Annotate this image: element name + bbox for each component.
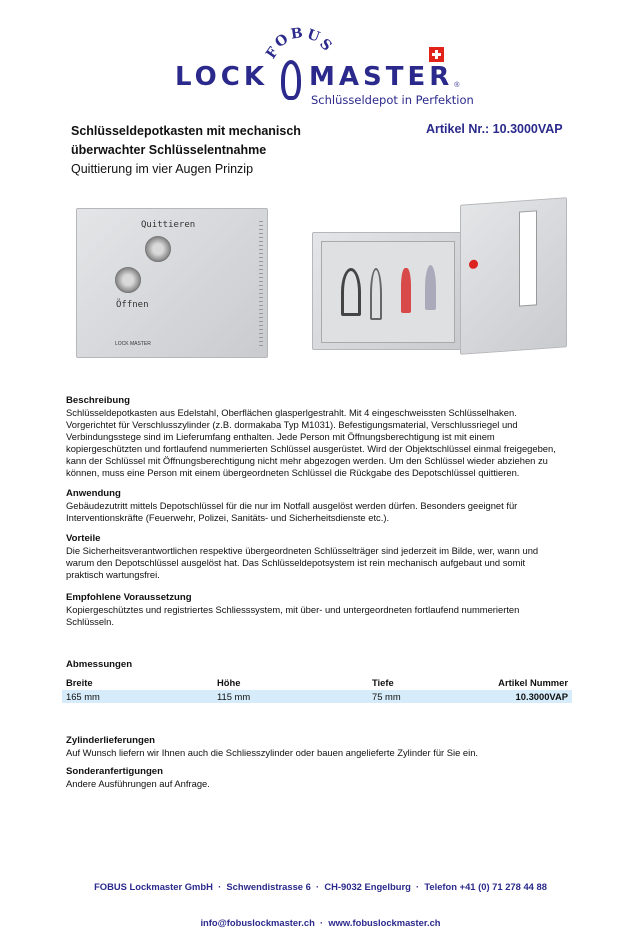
section-sonder bbox=[66, 766, 210, 790]
dimensions-table bbox=[62, 675, 572, 703]
dimensions-title: Abmessungen bbox=[66, 659, 133, 670]
dimensions-title-wrap bbox=[66, 659, 132, 671]
section-zylinder bbox=[66, 735, 478, 759]
col-breite: Breite bbox=[66, 677, 93, 688]
title-block bbox=[71, 122, 301, 179]
text-line: können, muss eine Person mit einem übergeordneten Schlüssel die Rückgabe des Depotschlüssel quittieren. bbox=[66, 467, 520, 478]
section-title: Sonderanfertigungen bbox=[66, 766, 164, 777]
logo-tagline: Schlüsseldepot in Perfektion bbox=[311, 93, 474, 107]
text-line: Schlüsseldepotkasten aus Edelstahl, Oberflächen glasperlgestrahlt. Mit 4 eingeschweissten Schlüsselhaken. bbox=[66, 407, 517, 418]
key-icon bbox=[341, 268, 361, 316]
logo-arc-letter: U bbox=[304, 26, 322, 46]
logo-arc-letter: S bbox=[316, 35, 335, 55]
text-line: warum den Depotschlüssel ausgelöst hat. Das Schlüsseldepotsystem ist rein mechanisch aufgebaut und somit bbox=[66, 557, 526, 568]
lock-cylinder-icon bbox=[115, 267, 141, 293]
label-quittieren: Quittieren bbox=[141, 220, 196, 230]
text-line: praktisch wartungsfrei. bbox=[66, 569, 160, 580]
section-vorteile bbox=[66, 533, 538, 581]
text-line: kopiergeschützten und fortlaufend nummerierten Schlüssel ausgerüstet. Wird der Objektschlüssel einmal freigegeben, bbox=[66, 443, 556, 454]
logo bbox=[175, 25, 475, 110]
text-line: Verbindungsstege sind im Lieferumfang enthalten. Jede Person mit Öffnungsberechtigung ist mit einem bbox=[66, 431, 495, 442]
logo-master-row bbox=[309, 64, 459, 90]
text-line: Auf Wunsch liefern wir Ihnen auch die Schliesszylinder oder bauen angelieferte Zylinder für Sie ein. bbox=[66, 747, 479, 758]
section-title: Beschreibung bbox=[66, 395, 130, 406]
logo-master: MASTER bbox=[309, 62, 454, 92]
text-line: Andere Ausführungen auf Anfrage. bbox=[66, 778, 210, 789]
logo-lock: LOCK bbox=[175, 62, 268, 92]
footer-address: FOBUS Lockmaster GmbH · Schwendistrasse 6 · CH-9032 Engelburg · Telefon +41 (0) 71 278 44 88 bbox=[94, 881, 547, 892]
key-icon bbox=[401, 268, 411, 313]
gecko-icon bbox=[281, 60, 301, 100]
label-oeffnen: Öffnen bbox=[116, 300, 149, 310]
product-image-open bbox=[312, 232, 462, 350]
cell-hoehe: 115 mm bbox=[217, 691, 251, 702]
product-image-closed bbox=[76, 208, 268, 358]
col-artikel: Artikel Nummer bbox=[498, 677, 568, 688]
section-voraussetzung bbox=[66, 592, 519, 628]
text-line: Gebäudezutritt mittels Depotschlüssel für die nur im Notfall ausgelöst werden dürfen. Besonders geeignet für bbox=[66, 500, 518, 511]
text-line: Interventionskräfte (Feuerwehr, Polizei, Sanitäts- und Sicherheitsdienste etc.). bbox=[66, 512, 390, 523]
logo-arc-letter: B bbox=[289, 25, 304, 43]
text-line: Die Sicherheitsverantwortlichen respektive übergeordneten Schlüsselträger sind jederzeit im Bilde, wer, wann und bbox=[66, 545, 539, 556]
section-title: Zylinderlieferungen bbox=[66, 735, 156, 746]
logo-arc-letter: O bbox=[272, 31, 292, 52]
text-line: Schlüsseln. bbox=[66, 616, 114, 627]
section-title: Anwendung bbox=[66, 488, 121, 499]
cell-artikel: 10.3000VAP bbox=[515, 691, 568, 702]
section-anwendung bbox=[66, 488, 517, 524]
open-door bbox=[460, 197, 567, 354]
page-subtitle: Quittierung im vier Augen Prinzip bbox=[71, 162, 254, 176]
col-tiefe: Tiefe bbox=[372, 677, 394, 688]
text-line: Vorgerichtet für Verschlusszylinder (z.B. dormakaba Typ M1031). Befestigungsmaterial, Verschlussriegel und bbox=[66, 419, 518, 430]
page-title-line2: überwachter Schlüsselentnahme bbox=[71, 143, 267, 157]
swiss-flag-icon bbox=[429, 47, 444, 62]
table-row bbox=[62, 690, 572, 703]
page-title-line1: Schlüsseldepotkasten mit mechanisch bbox=[71, 124, 301, 138]
section-title: Vorteile bbox=[66, 533, 101, 544]
footer bbox=[3, 857, 635, 941]
key-icon bbox=[370, 268, 382, 320]
registered-mark: ® bbox=[454, 82, 460, 89]
col-hoehe: Höhe bbox=[217, 677, 241, 688]
logo-arc-letter: F bbox=[263, 44, 282, 62]
box-brand-mark: LOCK MASTER bbox=[115, 341, 151, 347]
text-line: kann der Schlüssel mit Öffnungsberechtigung nicht mehr abgezogen werden. Um den Schlüssel wieder abziehen zu bbox=[66, 455, 548, 466]
table-header-row bbox=[62, 675, 572, 690]
footer-contact: info@fobuslockmaster.ch · www.fobuslockmaster.ch bbox=[200, 917, 441, 928]
article-number: Artikel Nr.: 10.3000VAP bbox=[426, 122, 563, 136]
cell-breite: 165 mm bbox=[66, 691, 100, 702]
cell-tiefe: 75 mm bbox=[372, 691, 401, 702]
section-title: Empfohlene Voraussetzung bbox=[66, 592, 192, 603]
key-icon bbox=[425, 265, 436, 310]
logo-fobus-arc bbox=[175, 25, 465, 63]
lock-cylinder-icon bbox=[145, 236, 171, 262]
section-beschreibung bbox=[66, 395, 556, 479]
text-line: Kopiergeschütztes und registriertes Schliesssystem, mit über- und untergeordneten fortlaufend nummerierten bbox=[66, 604, 520, 615]
